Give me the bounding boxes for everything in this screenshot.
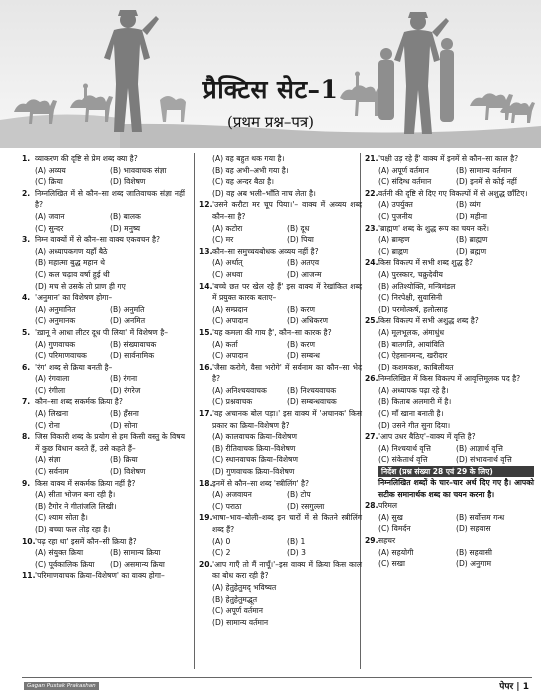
- question-3: [22, 234, 185, 292]
- question-number: 14.: [199, 281, 213, 291]
- question-17: [199, 408, 362, 478]
- option-c: (C) श्याम सोता है।: [35, 513, 88, 523]
- question-number: 20.: [199, 559, 213, 569]
- option-a: (A) पुरस्कार, चक्रुदेवीय: [378, 269, 443, 279]
- question-number: 8.: [22, 432, 31, 442]
- option-b: (B) दूध: [287, 223, 310, 233]
- option-a: (A) मूलभूलक, अंमाधुंध: [378, 327, 445, 337]
- option-d: (D) सम्बन्धवाचक: [287, 397, 337, 407]
- question-text: 'ख़ानू ने आधा लीटर दूध पी लिया' में विशेषण है–: [35, 327, 169, 337]
- question-number: 12.: [199, 200, 213, 210]
- option-a: (A) वह बहुत थक गया है।: [212, 154, 285, 163]
- option-c: (C) संकेतार्थ वृत्ति: [378, 455, 428, 465]
- question-number: 13.: [199, 246, 213, 256]
- option-b: (B) क्रिया: [110, 455, 138, 465]
- option-d: (D) पिया: [287, 235, 314, 245]
- option-a: (A) अनिश्चयवाचक: [212, 385, 267, 395]
- option-c: (C) स्थानवाचक क्रिया–विशेषण: [212, 455, 298, 465]
- option-d: (D) इनमें से कोई नहीं: [456, 177, 517, 187]
- option-a: (A) कालवाचक क्रिया–विशेषण: [212, 432, 297, 442]
- question-text: निम्न वाक्यों में से कौन–सा वाक्य एकवचन है?: [35, 235, 161, 245]
- option-a: (A) 0: [212, 536, 231, 546]
- option-b: (B) संख्यावाचक: [110, 339, 157, 349]
- footer-divider: [22, 677, 532, 678]
- question-text: 'यह कमला की गाय है', कौन–सा कारक है?: [212, 327, 332, 337]
- option-b: (B) अनुमति: [110, 304, 145, 314]
- question-columns: [22, 153, 532, 670]
- option-c: (C) प्रश्नवाचक: [212, 397, 253, 407]
- question-text: 'परिमाणवाचक क्रिया–विशेषण' का वाक्य होगा–: [35, 571, 165, 581]
- column-1: [22, 153, 185, 582]
- question-text: 'ब्राह्मण' शब्द के शुद्ध रूप का चयन करें।: [378, 223, 490, 233]
- question-text: किस विकल्प में सभी शब्द शुद्ध है?: [378, 258, 474, 268]
- question-number: 22.: [365, 188, 379, 198]
- question-number: 18.: [199, 478, 213, 488]
- question-text: 'पक्षी उड़ रहे हैं' वाक्य में इनमें से कौन–सा काल है?: [378, 154, 519, 163]
- question-4: [22, 292, 185, 327]
- question-27: [365, 431, 534, 466]
- question-text: किस वाक्य में सकर्मक क्रिया नहीं है?: [35, 478, 136, 488]
- option-d: (D) अनमित: [110, 316, 146, 326]
- option-a: (A) कटोरा: [212, 223, 243, 233]
- option-b: (B) टैगोर ने गीतांजलि लिखी।: [35, 501, 117, 511]
- question-text: 'वह अचानक बोल पड़ा।' इस वाक्य में 'अचानक' किस प्रकार का क्रिया–विशेषण है?: [212, 409, 362, 430]
- option-b: (B) सामान्य वर्तमान: [456, 165, 512, 175]
- question-number: 3.: [22, 235, 31, 245]
- question-number: 6.: [22, 362, 31, 372]
- question-13: [199, 246, 362, 281]
- option-a: (A) सहयोगी: [378, 547, 414, 557]
- question-text: किस विकल्प में सभी अशुद्ध शब्द है?: [378, 316, 479, 326]
- question-23: [365, 223, 534, 258]
- option-b: (B) महात्मा बुद्ध महान थे: [35, 258, 105, 268]
- question-12: [199, 199, 362, 245]
- question-19: [199, 512, 362, 558]
- option-b: (B) बालक: [110, 211, 141, 221]
- option-a: (A) अव्यय: [35, 165, 66, 175]
- question-number: 21.: [365, 154, 379, 163]
- question-number: 9.: [22, 478, 31, 488]
- option-a: (A) अर्थात्: [212, 258, 243, 268]
- question-text: 'रंग' शब्द से क्रिया बनती है–: [35, 362, 113, 372]
- option-d: (D) मच से उसके तो प्राण ही गए: [35, 281, 126, 291]
- question-text: 'आप उधर बैठिए'–वाक्य में वृत्ति है?: [378, 432, 476, 442]
- option-a: (A) संयुक्त क्रिया: [35, 548, 84, 558]
- option-d: (D) सहवास: [456, 524, 491, 534]
- question-text: 'जैसा करोगे, वैसा भरोगे' में सर्वनाम का कौन–सा भेद है?: [212, 362, 362, 384]
- option-b: (B) किताब अलमारी में है।: [378, 397, 452, 407]
- option-c: (C) वह अन्दर बैठा है।: [212, 177, 275, 187]
- question-text: 'आप गाएँ तो मैं नाचूँ।'–इस वाक्य में क्रिया किस काल का बोध करा रही है?: [212, 559, 362, 581]
- option-a: (A) सुख: [378, 512, 403, 522]
- question-18: [199, 478, 362, 513]
- question-text: 'अनुमान' का विशेषण होगा–: [35, 293, 113, 303]
- option-a: (A) अध्यापकगण यहाँ बैठे: [35, 246, 108, 256]
- option-d: (D) उसने गीत सुना दिया।: [378, 420, 451, 430]
- option-d: (D) विशेषण: [110, 177, 146, 187]
- question-text: कौन–सा शब्द सकर्मक क्रिया है?: [35, 397, 123, 407]
- option-c: (C) माँ खाना बनाती है।: [378, 409, 444, 419]
- option-b: (B) करण: [287, 304, 315, 314]
- question-2: [22, 188, 185, 234]
- option-c: (C) पराठा: [212, 501, 242, 511]
- option-c: (C) अपादान: [212, 316, 248, 326]
- option-c: (C) मर: [212, 235, 234, 245]
- option-b: (B) करण: [287, 339, 315, 349]
- question-29: [365, 535, 534, 570]
- option-d: (D) आजन्म: [287, 269, 322, 279]
- option-d: (D) विशेषण: [110, 467, 146, 477]
- option-c: (C) अथवा: [212, 269, 243, 279]
- question-8: [22, 431, 185, 477]
- option-a: (A) ब्राम्हण: [378, 235, 410, 245]
- option-c: (C) ऐहसानमन्द, खरीदार: [378, 351, 448, 361]
- option-c: (C) पूर्वकालिक क्रिया: [35, 559, 95, 569]
- question-text: 'उसने करौटा मर चूप पिया।'– वाक्य में अव्यय शब्द कौन–सा है?: [212, 200, 362, 221]
- option-b: (B) हेतुहेतुमद्भूत: [212, 594, 258, 604]
- option-d: (D) सोना: [110, 420, 138, 430]
- option-c: (C) सर्वनाम: [35, 467, 69, 477]
- question-11-options: [199, 153, 362, 199]
- question-14: [199, 281, 362, 327]
- option-b: (B) सर्वोत्तम गन्ध: [456, 512, 505, 522]
- question-text: 'बच्चे छत पर खेल रहे हैं' इस वाक्य में रेखांकित शब्द में प्रयुक्त कारक बताए–: [212, 281, 362, 303]
- option-c: (C) अनुमानक: [35, 316, 76, 326]
- option-a: (A) सम्प्रदान: [212, 304, 248, 314]
- question-number: 11.: [22, 571, 36, 581]
- option-d: (D) वह अब भली–भाँति नाच लेता है।: [212, 188, 316, 198]
- question-text: निम्नलिखित में किस विकल्प में आवृत्तिमूलक पद है?: [378, 374, 521, 384]
- question-26: [365, 373, 534, 431]
- option-b: (B) हँसना: [110, 409, 139, 419]
- question-text: जिस विकारी शब्द के प्रयोग से हम किसी वस्तु के विषय में कुछ विधान करते हैं, उसे कहते हैं–: [35, 432, 185, 453]
- question-text: कौन–सा समुच्चयबोधक अव्यय नहीं है?: [212, 246, 319, 256]
- question-text: व्याकरण की दृष्टि से प्रेम शब्द क्या है?: [35, 154, 138, 163]
- publisher-brand: Gagan Pustak Prakashan: [24, 682, 99, 690]
- option-d: (D) संभावनार्थ वृत्ति: [456, 455, 512, 465]
- question-number: 29.: [365, 536, 379, 545]
- question-number: 25.: [365, 316, 379, 326]
- option-b: (B) भाववाचक संज्ञा: [110, 165, 167, 175]
- option-d: (D) 3: [287, 548, 307, 558]
- option-c: (C) अपूर्ण वर्तमान: [212, 606, 263, 616]
- option-b: (B) निश्चयवाचक: [287, 385, 337, 395]
- option-c: (C) क्रिया: [35, 177, 63, 187]
- question-number: 5.: [22, 327, 31, 337]
- option-b: (B) अतएव: [287, 258, 320, 268]
- question-6: [22, 362, 185, 397]
- option-d: (D) रंगरेज: [110, 385, 141, 395]
- question-21: [365, 153, 534, 188]
- question-number: 4.: [22, 293, 31, 303]
- option-b: (B) सहवासी: [456, 547, 493, 557]
- question-16: [199, 362, 362, 408]
- option-a: (A) संज्ञा: [35, 455, 61, 465]
- option-c: (C) सुन्दर: [35, 223, 64, 233]
- page-footer: [0, 673, 541, 700]
- option-c: (C) पुजनीय: [378, 211, 413, 221]
- question-20: [199, 559, 362, 629]
- option-d: (D) मनुष्य: [110, 223, 141, 233]
- option-c: (C) अपादान: [212, 351, 248, 361]
- option-a: (A) लिखना: [35, 409, 69, 419]
- option-a: (A) रंगवाला: [35, 374, 70, 384]
- question-number: 26.: [365, 374, 379, 384]
- option-b: (B) रंगना: [110, 374, 138, 384]
- question-11: [22, 570, 185, 582]
- question-text: इनमें से कौन–सा शब्द 'स्त्रीलिंग' है?: [212, 478, 310, 488]
- option-d: (D) कशमकश, काबिलीयत: [378, 362, 454, 372]
- question-number: 16.: [199, 362, 213, 372]
- option-a: (A) अनुमानित: [35, 304, 76, 314]
- question-7: [22, 396, 185, 431]
- question-number: 27.: [365, 432, 379, 442]
- option-b: (B) बातगति, आयांविति: [378, 339, 445, 349]
- option-d: (D) सम्बन्ध: [287, 351, 320, 361]
- question-number: 23.: [365, 223, 379, 233]
- option-c: (C) संदिग्ध वर्तमान: [378, 177, 432, 187]
- option-a: (A) हेतुहेतुमद् भविष्यत: [212, 582, 277, 592]
- option-d: (D) रसगुल्ला: [287, 501, 325, 511]
- question-15: [199, 327, 362, 362]
- option-d: (D) ब्रह्मण: [456, 246, 487, 256]
- option-b: (B) ब्राह्मण: [456, 235, 488, 245]
- option-b: (B) व्यंग: [456, 200, 481, 210]
- option-d: (D) सामान्य वर्तमान: [212, 617, 269, 627]
- option-d: (D) परमोत्कर्ष, हलोत्साह: [378, 304, 448, 314]
- option-b: (B) अतिश्योक्ति, मन्त्रिमंडल: [378, 281, 456, 291]
- option-a: (A) सीता भोजन बना रही है।: [35, 490, 116, 500]
- option-c: (C) ब्राह्नण: [378, 246, 409, 256]
- question-number: 17.: [199, 409, 213, 419]
- option-d: (D) अधिकरण: [287, 316, 329, 326]
- question-text: परिमल: [378, 501, 398, 511]
- question-24: [365, 257, 534, 315]
- option-a: (A) अपूर्ण वर्तमान: [378, 165, 429, 175]
- option-b: (B) सामान्य क्रिया: [110, 548, 161, 558]
- question-28: [365, 500, 534, 535]
- option-d: (D) बच्चा फल तोड़ रहा है।: [35, 525, 111, 534]
- question-text: निम्नलिखित में से कौन–सा शब्द जातिवाचक संज्ञा नहीं है?: [35, 188, 185, 210]
- option-b: (B) आज्ञार्थ वृत्ति: [456, 443, 503, 453]
- option-c: (C) कल चढ़ाव वर्षा हुई थी: [35, 269, 110, 279]
- question-5: [22, 327, 185, 362]
- option-a: (A) उपर्युक्त: [378, 200, 413, 210]
- option-d: (D) गुणवाचक क्रिया–विशेषण: [212, 467, 295, 477]
- option-a: (A) अध्यापक पढ़ा रहे है।: [378, 385, 449, 395]
- instruction-text: निम्नलिखित शब्दों के चार–चार अर्थ दिए गए है। आपको सटीक समानार्थक शब्द का चयन करना है।: [378, 478, 534, 499]
- option-c: (C) परिमाणवाचक: [35, 351, 87, 361]
- option-b: (B) वह अभी–अभी गया है।: [212, 165, 289, 175]
- question-number: 28.: [365, 501, 379, 511]
- option-d: (D) महीना: [456, 211, 487, 221]
- option-c: (C) रंगीला: [35, 385, 66, 395]
- question-number: 19.: [199, 513, 213, 523]
- question-text: भाषा–भाव–बोली–शब्द इन चारों में से कितने स्त्रीलिंग शब्द हैं?: [212, 513, 362, 534]
- option-d: (D) सार्वनामिक: [110, 351, 155, 361]
- page-title: प्रैक्टिस सेट–1: [202, 75, 339, 104]
- header-titles: [0, 72, 541, 132]
- question-number: 1.: [22, 154, 31, 163]
- option-b: (B) रीतिवाचक क्रिया–विशेषण: [212, 443, 296, 453]
- question-9: [22, 478, 185, 536]
- option-c: (C) निरपेक्षी, सुवासिनी: [378, 293, 443, 303]
- question-number: 2.: [22, 188, 31, 198]
- option-c: (C) 2: [212, 548, 231, 558]
- option-b: (B) टोप: [287, 490, 311, 500]
- option-a: (A) कर्ता: [212, 339, 238, 349]
- question-25: [365, 315, 534, 373]
- question-1: [22, 153, 185, 188]
- question-10: [22, 536, 185, 571]
- option-c: (C) विमर्दन: [378, 524, 411, 534]
- option-a: (A) अजवायन: [212, 490, 252, 500]
- page-subtitle: (प्रथम प्रश्न–पत्र): [226, 113, 314, 131]
- question-text: सहचर: [378, 536, 396, 545]
- question-text: वर्तनी की दृष्टि से दिए गए विकल्पों में से अशुद्ध छाँटिए।: [378, 188, 528, 198]
- question-number: 24.: [365, 258, 379, 268]
- option-a: (A) जवान: [35, 211, 65, 221]
- option-c: (C) रोना: [35, 420, 60, 430]
- column-2: [199, 153, 362, 628]
- option-d: (D) अनुगाम: [456, 559, 491, 569]
- question-number: 15.: [199, 327, 213, 337]
- question-text: 'पढ़ रहा था' इसमें कौन–सी क्रिया है?: [35, 536, 137, 546]
- option-c: (C) सखा: [378, 559, 405, 569]
- column-3: [365, 153, 534, 570]
- instruction-heading: निर्देश (प्रश्न संख्या 28 एवं 29 के लिए): [378, 466, 534, 477]
- question-22: [365, 188, 534, 223]
- option-a: (A) निश्चयार्थ वृत्ति: [378, 443, 431, 453]
- question-number: 10.: [22, 536, 36, 546]
- page-number: पेपर | 1: [499, 682, 529, 692]
- option-b: (B) 1: [287, 536, 306, 546]
- option-d: (D) असमान्य क्रिया: [110, 559, 165, 569]
- question-number: 7.: [22, 397, 31, 407]
- option-a: (A) गुणवाचक: [35, 339, 76, 349]
